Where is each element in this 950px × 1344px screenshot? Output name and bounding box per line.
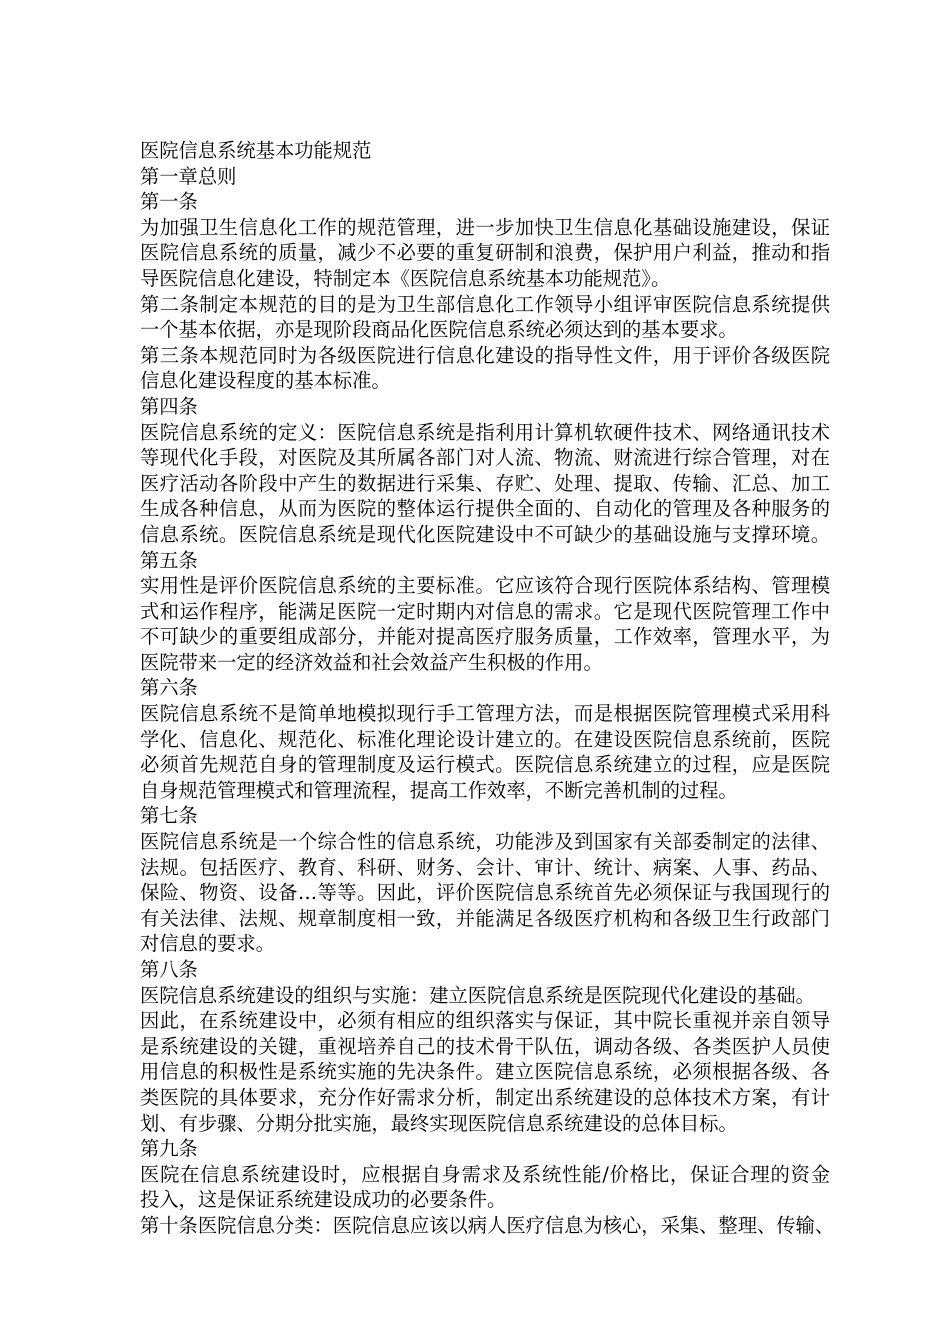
article-heading: 第七条 [140, 804, 198, 828]
body-text-line: 用信息的积极性是系统实施的先决条件。建立医院信息系统，必须根据各级、各 [140, 1060, 830, 1084]
body-text-line: 为加强卫生信息化工作的规范管理，进一步加快卫生信息化基础设施建设，保证 [140, 215, 830, 239]
body-text-line: 自身规范管理模式和管理流程，提高工作效率，不断完善机制的过程。 [140, 778, 738, 802]
body-text-line: 必须首先规范自身的管理制度及运行模式。医院信息系统建立的过程，应是医院 [140, 753, 830, 777]
body-text-line: 有关法律、法规、规章制度相一致，并能满足各级医疗机构和各级卫生行政部门 [140, 906, 830, 930]
body-text-line: 医院带来一定的经济效益和社会效益产生积极的作用。 [140, 650, 603, 674]
article-heading: 第五条 [140, 548, 198, 572]
body-text-line: 法规。包括医疗、教育、科研、财务、会计、审计、统计、病案、人事、药品、 [140, 855, 830, 879]
body-text-line: 投入，这是保证系统建设成功的必要条件。 [140, 1188, 507, 1212]
body-text-line: 不可缺少的重要组成部分，并能对提高医疗服务质量，工作效率，管理水平，为 [140, 625, 830, 649]
article-heading: 第四条 [140, 394, 198, 418]
body-text-line: 第二条制定本规范的目的是为卫生部信息化工作领导小组评审医院信息系统提供 [140, 292, 830, 316]
body-text-line: 信息系统。医院信息系统是现代化医院建设中不可缺少的基础设施与支撑环境。 [140, 522, 830, 546]
document-title: 医院信息系统基本功能规范 [140, 139, 372, 162]
body-text-line: 实用性是评价医院信息系统的主要标准。它应该符合现行医院体系结构、管理模 [140, 574, 830, 598]
body-text-line: 医院信息系统建设的组织与实施：建立医院信息系统是医院现代化建设的基础。 [140, 983, 815, 1007]
body-text-line: 式和运作程序，能满足医院一定时期内对信息的需求。它是现代医院管理工作中 [140, 599, 830, 623]
body-text-line: 学化、信息化、规范化、标准化理论设计建立的。在建设医院信息系统前，医院 [140, 727, 830, 751]
body-text-line: 医院信息系统是一个综合性的信息系统，功能涉及到国家有关部委制定的法律、 [140, 830, 830, 854]
body-text-line: 生成各种信息，从而为医院的整体运行提供全面的、自动化的管理及各种服务的 [140, 497, 830, 521]
document-page [140, 138, 835, 1239]
body-text-line: 等现代化手段，对医院及其所属各部门对人流、物流、财流进行综合管理，对在 [140, 446, 830, 470]
body-text-line: 第十条医院信息分类：医院信息应该以病人医疗信息为核心，采集、整理、传输、 [140, 1213, 835, 1237]
body-text-line: 信息化建设程度的基本标准。 [140, 369, 391, 393]
body-text-line: 医院信息系统不是简单地模拟现行手工管理方法，而是根据医院管理模式采用科 [140, 702, 830, 726]
body-text-line: 保险、物资、设备…等等。因此，评价医院信息系统首先必须保证与我国现行的 [140, 881, 830, 905]
article-heading: 第六条 [140, 676, 198, 700]
article-heading: 第八条 [140, 958, 198, 981]
body-text-line: 划、有步骤、分期分批实施，最终实现医院信息系统建设的总体目标。 [140, 1111, 738, 1135]
body-text-line: 医院在信息系统建设时，应根据自身需求及系统性能/价格比，保证合理的资金 [140, 1162, 830, 1186]
body-text-line: 第三条本规范同时为各级医院进行信息化建设的指导性文件，用于评价各级医院 [140, 343, 830, 367]
article-heading: 第一章总则 [140, 164, 237, 188]
article-heading: 第一条 [140, 190, 198, 214]
body-text-line: 导医院信息化建设，特制定本《医院信息系统基本功能规范》。 [140, 266, 671, 290]
body-text-line: 是系统建设的关键，重视培养自己的技术骨干队伍，调动各级、各类医护人员使 [140, 1034, 830, 1058]
body-text-line: 因此，在系统建设中，必须有相应的组织落实与保证，其中院长重视并亲自领导 [140, 1009, 830, 1033]
body-text-line: 医院信息系统的质量，减少不必要的重复研制和浪费，保护用户利益，推动和指 [140, 241, 830, 265]
body-text-line: 医疗活动各阶段中产生的数据进行采集、存贮、处理、提取、传输、汇总、加工 [140, 471, 830, 495]
body-text-line: 医院信息系统的定义：医院信息系统是指利用计算机软硬件技术、网络通讯技术 [140, 420, 830, 444]
body-text-line: 对信息的要求。 [140, 932, 275, 956]
body-text-line: 一个基本依据，亦是现阶段商品化医院信息系统必须达到的基本要求。 [140, 318, 738, 342]
body-text-line: 类医院的具体要求，充分作好需求分析，制定出系统建设的总体技术方案，有计 [140, 1085, 830, 1109]
article-heading: 第九条 [140, 1137, 198, 1161]
